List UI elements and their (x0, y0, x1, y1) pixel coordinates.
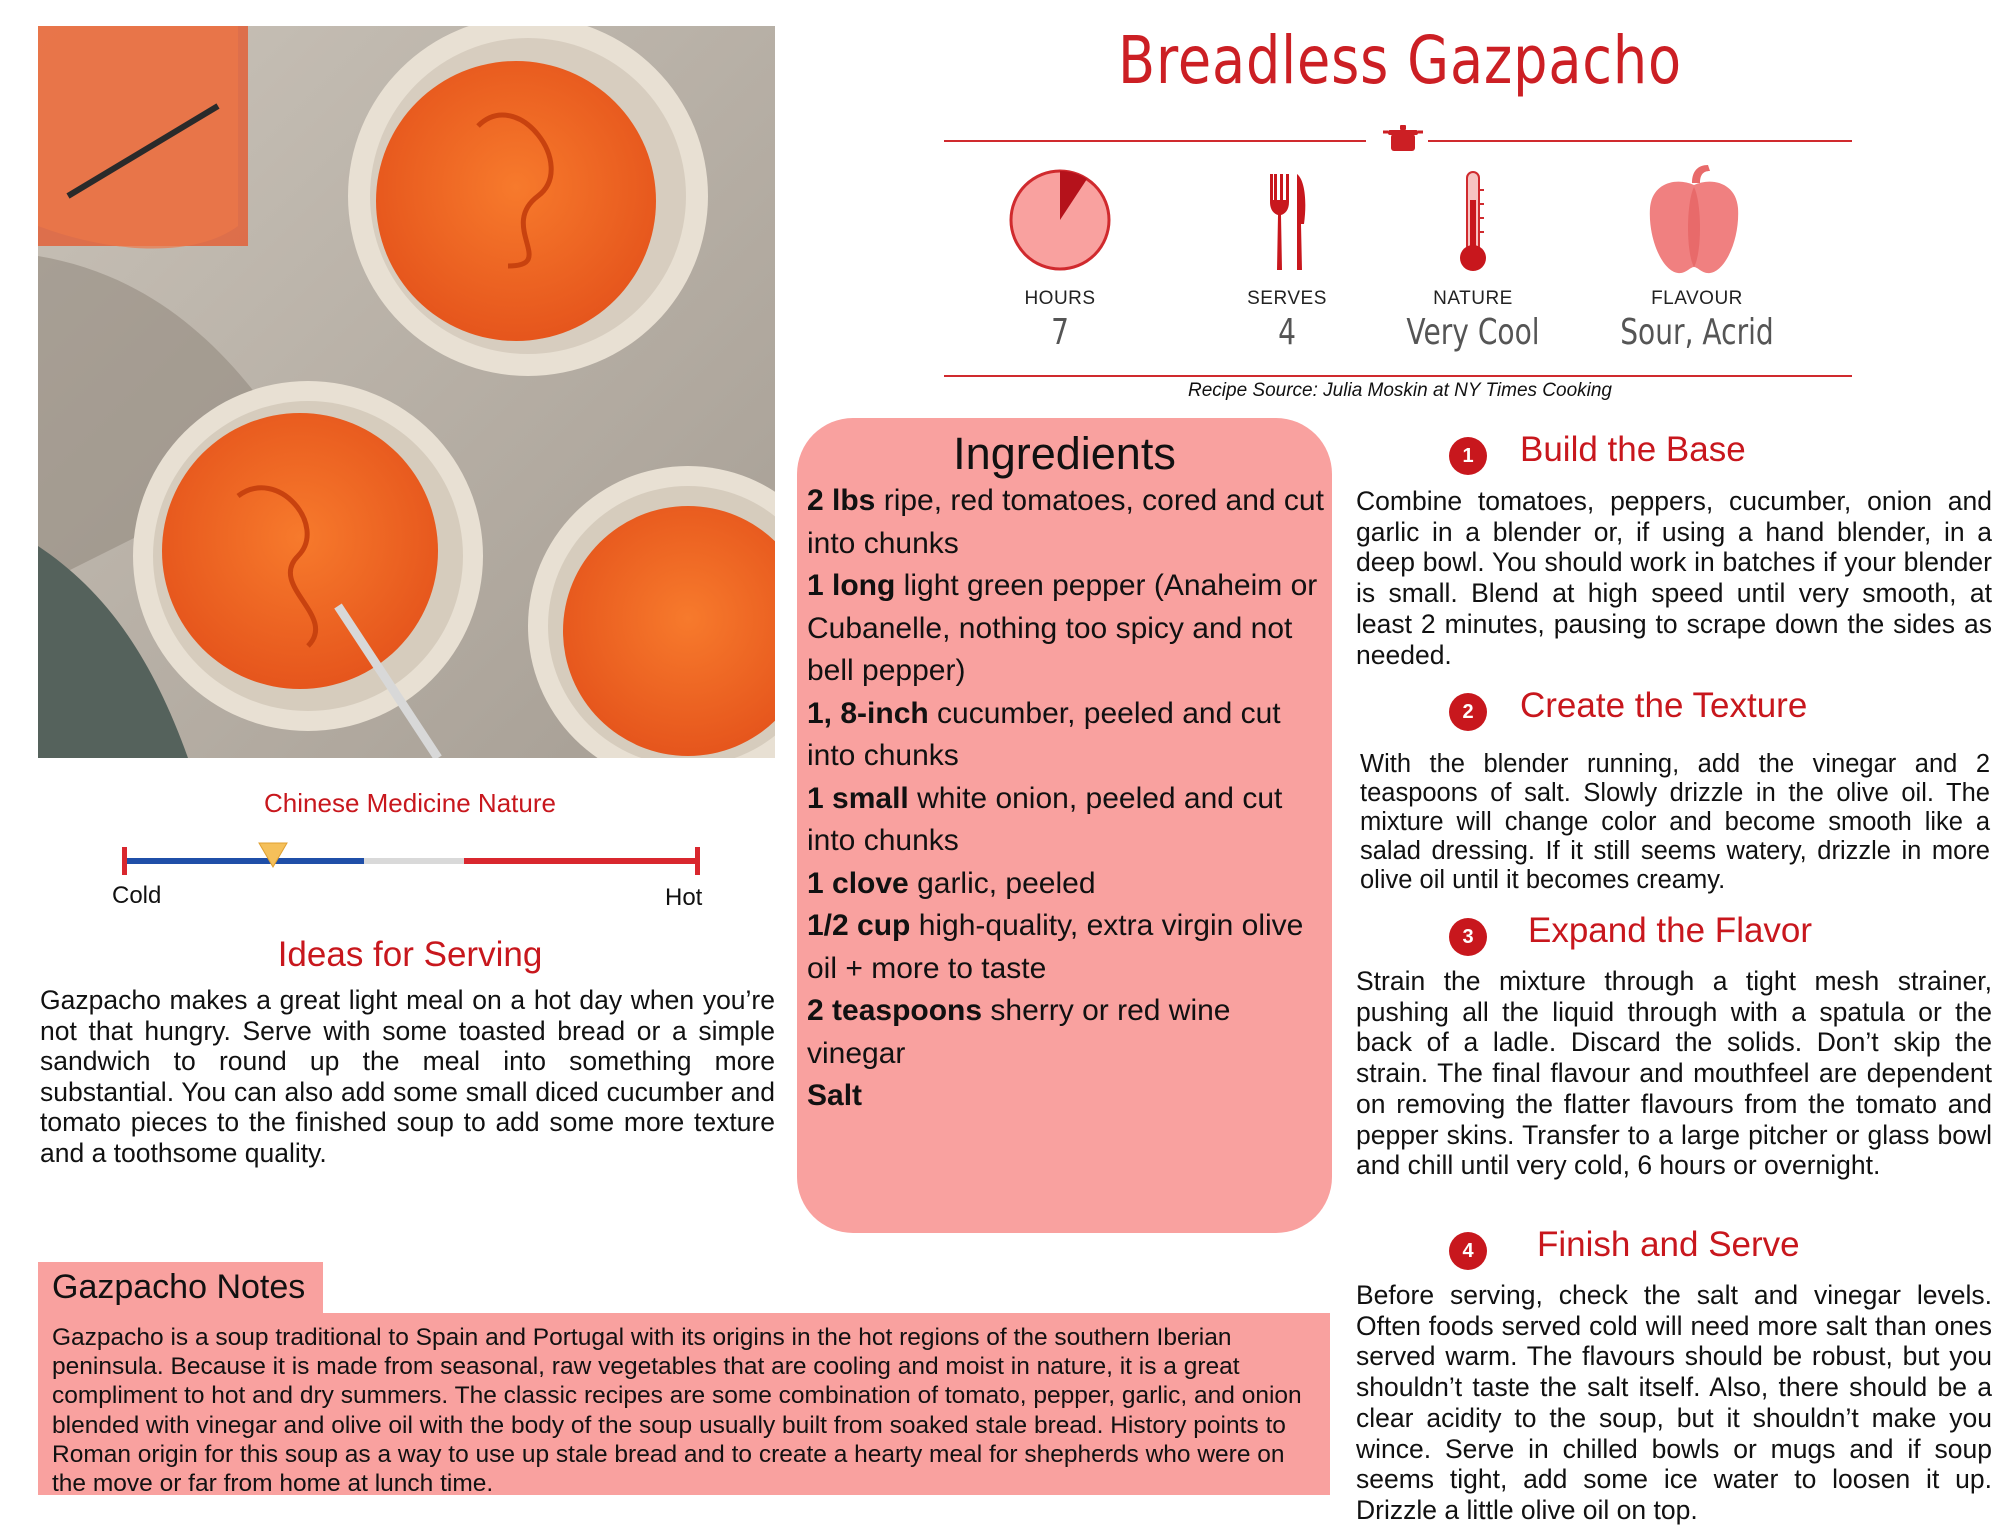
step-1-title: Build the Base (1520, 430, 1746, 469)
step-2-text: With the blender running, add the vinegar and 2 teaspoons of salt. Slowly drizzle in the olive oil. The mixture will change color and become smooth like a salad dressing. If it still seems watery, drizzle in more olive oil until it becomes creamy. (1360, 750, 1990, 894)
gazpacho-bowls-image (38, 26, 775, 758)
nature-scale-cold-label: Cold (112, 882, 162, 909)
ingredient-item (807, 565, 1327, 693)
step-3-title: Expand the Flavor (1528, 911, 1813, 950)
stat-nature-label: NATURE (1433, 288, 1513, 309)
nature-scale-marker (258, 842, 288, 868)
ingredient-text: garlic, peeled (908, 866, 1096, 900)
recipe-source: Recipe Source: Julia Moskin at NY Times Cooking (1188, 380, 1612, 401)
ingredient-text: light green pepper (Anaheim or Cubanelle, nothing too spicy and not bell pepper) (807, 569, 1318, 687)
pie-clock-icon (1008, 168, 1112, 272)
stat-hours-label: HOURS (1024, 288, 1096, 309)
stat-flavour-value: Sour, Acrid (1620, 312, 1774, 353)
ingredient-qty: 2 teaspoons (807, 994, 983, 1027)
notes-text: Gazpacho is a soup traditional to Spain and Portugal with its origins in the hot regions of the southern Iberian peninsula. Because it is made from seasonal, raw vegetables that are cooling and moist in nature, it is a great compliment to hot and dry summers. The classic recipes are some combination of tomato, pepper, garlic, and onion blended with vinegar and olive oil with the body of the soup usually built from soaked stale bread. History points to Roman origin for this soup as a way to use up stale bread and to create a hearty meal for shepherds who were on the move or far from home at lunch time. (52, 1324, 1302, 1498)
step-4-text: Before serving, check the salt and vinegar levels. Often foods served cold will need more salt than ones served warm. The flavours should be robust, but you shouldn’t taste the salt itself. Also, there should be a clear acidity to the soup, but it shouldn’t make you wince. Serve in chilled bowls or mugs and if soup seems tight, add some ice water to loosen it up. Drizzle a little olive oil on top. (1356, 1280, 1992, 1525)
step-3-text: Strain the mixture through a tight mesh strainer, pushing all the liquid through with a spatula or the back of a ladle. Discard the solids. Don’t skip the strain. The final flavour and mouthfeel are dependent on removing the flatter flavours from the tomato and pepper skins. Transfer to a large pitcher or glass bowl and chill until very cold, 6 hours or overnight. (1356, 966, 1992, 1181)
ingredient-text: high-quality, extra virgin olive oil + more to taste (807, 909, 1304, 985)
stat-serves-label: SERVES (1247, 288, 1327, 309)
step-4-title: Finish and Serve (1537, 1225, 1800, 1264)
ingredient-qty: 1 clove (807, 866, 909, 900)
step-3-number: 3 (1449, 918, 1487, 956)
ingredient-qty: 1 small (807, 781, 909, 815)
notes-title: Gazpacho Notes (52, 1268, 306, 1306)
ingredient-item (807, 905, 1327, 990)
ingredient-qty: 1, 8-inch (807, 696, 929, 730)
ingredient-item (807, 778, 1327, 863)
ideas-title: Ideas for Serving (277, 935, 543, 974)
step-4-number: 4 (1449, 1232, 1487, 1270)
bell-pepper-icon (1646, 163, 1742, 275)
ingredient-qty: 1/2 cup (807, 909, 911, 942)
nature-scale-bar (118, 845, 704, 875)
step-1-text: Combine tomatoes, peppers, cucumber, onion and garlic in a blender or, if using a hand blender, in a deep bowl. You should work in batches if your blender is small. Blend at high speed until very smooth, at least 2 minutes, pausing to scrape down the sides as needed. (1356, 486, 1992, 670)
stat-hours-value: 7 (1051, 312, 1069, 353)
ingredient-item (807, 1075, 1327, 1118)
ingredient-text: white onion, peeled and cut into chunks (807, 781, 1283, 857)
ingredient-qty: 2 lbs (807, 484, 876, 517)
step-1-number: 1 (1449, 437, 1487, 475)
nature-scale-title: Chinese Medicine Nature (264, 788, 556, 818)
ingredients-list (807, 480, 1327, 1118)
ingredient-text: ripe, red tomatoes, cored and cut into chunks (807, 484, 1324, 560)
stat-nature-value: Very Cool (1406, 312, 1540, 353)
step-2-title: Create the Texture (1520, 686, 1808, 725)
cooking-pot-icon (1383, 118, 1423, 158)
stat-serves-value: 4 (1278, 312, 1296, 353)
step-2-number: 2 (1449, 693, 1487, 731)
stats-rule (944, 375, 1852, 377)
ingredient-qty: Salt (807, 1079, 863, 1112)
ingredient-qty: 1 long (807, 569, 896, 602)
thermometer-icon (1458, 170, 1488, 274)
stat-flavour-label: FLAVOUR (1651, 288, 1743, 309)
title-rule-left (944, 140, 1366, 142)
ingredients-title: Ingredients (953, 428, 1176, 479)
recipe-title: Breadless Gazpacho (1118, 22, 1682, 99)
ingredient-item (807, 990, 1327, 1075)
fork-knife-icon (1268, 172, 1308, 272)
ingredient-item (807, 693, 1327, 778)
title-rule-right (1428, 140, 1852, 142)
ingredient-text: sherry or red wine vinegar (807, 994, 1231, 1070)
nature-scale-hot-label: Hot (665, 884, 703, 911)
ingredient-item (807, 863, 1327, 906)
ingredient-item (807, 480, 1327, 565)
ingredient-text: cucumber, peeled and cut into chunks (807, 696, 1281, 772)
gazpacho-photo (38, 26, 775, 758)
ideas-text: Gazpacho makes a great light meal on a hot day when you’re not that hungry. Serve with some toasted bread or a simple sandwich to round up the meal into something more substantial. You can also add some small diced cucumber and tomato pieces to the finished soup to add some more texture and a toothsome quality. (40, 985, 775, 1168)
